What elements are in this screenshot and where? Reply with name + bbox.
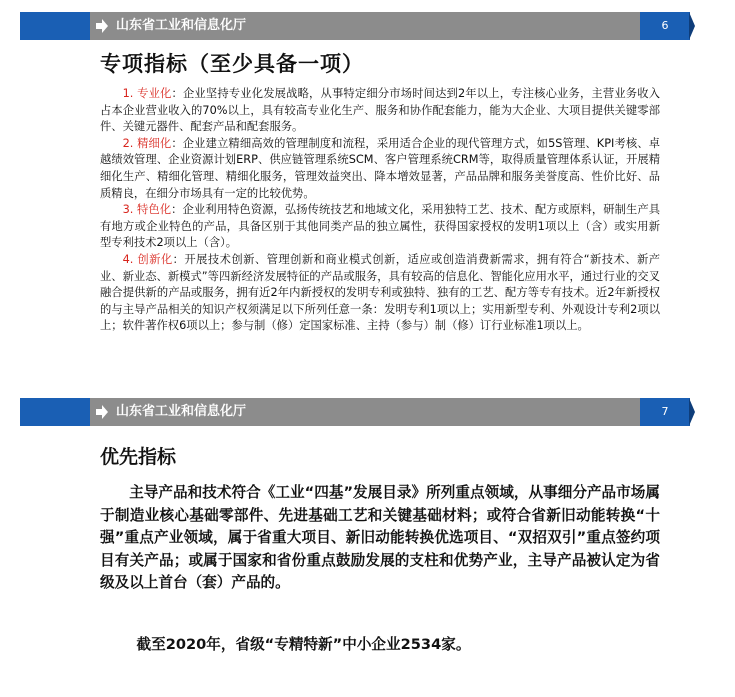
priority-paragraph bbox=[100, 482, 660, 595]
org-name: 山东省工业和信息化厅 bbox=[116, 18, 247, 33]
enterprise-count-statement: 截至2020年，省级“专精特新”中小企业2534家。 bbox=[136, 636, 471, 653]
indicator-list bbox=[100, 86, 660, 335]
header-fold bbox=[689, 398, 695, 426]
indicator-label: 1. 专业化 bbox=[122, 87, 172, 100]
page-title: 优先指标 bbox=[100, 446, 177, 468]
indicator-text: ：开展技术创新、管理创新和商业模式创新，适应或创造消费新需求，拥有符合“新技术、新产业、新业态、新模式”等四新经济发展特征的产品或服务，具有较高的信息化、智能化应用水平，通过行业的交叉融合提供新的产品或服务，拥有近2年内新授权的发明专利或独特、独有的工艺、配方等专有技术。近2年新授权的与主导产品相关的知识产权须满足以下所列任意一条：发明专利1项以上；实用新型专利、外观设计专利2项以上；软件著作权6项以上；参与制（修）定国家标准、主持（参与）制（修）订行业标准1项以上。 bbox=[100, 252, 661, 333]
header-accent-block bbox=[20, 12, 90, 40]
indicator-label: 3. 特色化 bbox=[122, 203, 172, 217]
indicator-label: 4. 创新化 bbox=[122, 252, 173, 266]
page-number: 7 bbox=[640, 398, 690, 426]
indicator-item bbox=[100, 86, 660, 136]
arrow-right-icon bbox=[96, 405, 108, 419]
arrow-right-icon bbox=[96, 19, 108, 33]
indicator-text: ：企业坚持专业化发展战略，从事特定细分市场时间达到2年以上，专注核心业务，主营业务收入占本企业营业收入的70%以上，具有较高专业化生产、服务和协作配套能力，能为大企业、大项目提供关键零部件、关键元器件、配套产品和配套服务。 bbox=[100, 87, 660, 134]
indicator-text: ：企业建立精细高效的管理制度和流程，采用适合企业的现代管理方式，如5S管理、KPI考核、卓越绩效管理、企业资源计划ERP、供应链管理系统SCM、客户管理系统CRM等，取得质量管理体系认证，开展精细化生产、精细化管理、精细化服务，管理效益突出、降本增效显著，产品品牌和服务美誉度高、性价比好、品质精良，在细分市场具有一定的比较优势。 bbox=[100, 136, 661, 200]
indicator-item bbox=[100, 202, 660, 252]
indicator-label: 2. 精细化 bbox=[122, 136, 172, 150]
page-title: 专项指标（至少具备一项） bbox=[100, 52, 364, 76]
indicator-item bbox=[100, 252, 660, 335]
header-fold bbox=[689, 12, 695, 40]
header-band bbox=[0, 398, 735, 426]
page-number: 6 bbox=[640, 12, 690, 40]
indicator-text: ：企业利用特色资源，弘扬传统技艺和地域文化，采用独特工艺、技术、配方或原料，研制生产具有地方或企业特色的产品，具备区别于其他同类产品的独立属性，获得国家授权的发明1项以上（含）或实用新型专利技术2项以上（含）。 bbox=[100, 203, 660, 250]
header-accent-block bbox=[20, 398, 90, 426]
slide-priority-indicators bbox=[0, 370, 735, 697]
org-name: 山东省工业和信息化厅 bbox=[116, 404, 247, 419]
header-band bbox=[0, 12, 735, 40]
priority-text: 主导产品和技术符合《工业“四基”发展目录》所列重点领域，从事细分产品市场属于制造业核心基础零部件、先进基础工艺和关键基础材料；或符合省新旧动能转换“十强”重点产业领域，属于省重大项目、新旧动能转换优选项目、“双招双引”重点签约项目有关产品；或属于国家和省份重点鼓励发展的支柱和优势产业，主导产品被认定为省级及以上首台（套）产品的。 bbox=[100, 484, 660, 591]
indicator-item bbox=[100, 136, 660, 202]
